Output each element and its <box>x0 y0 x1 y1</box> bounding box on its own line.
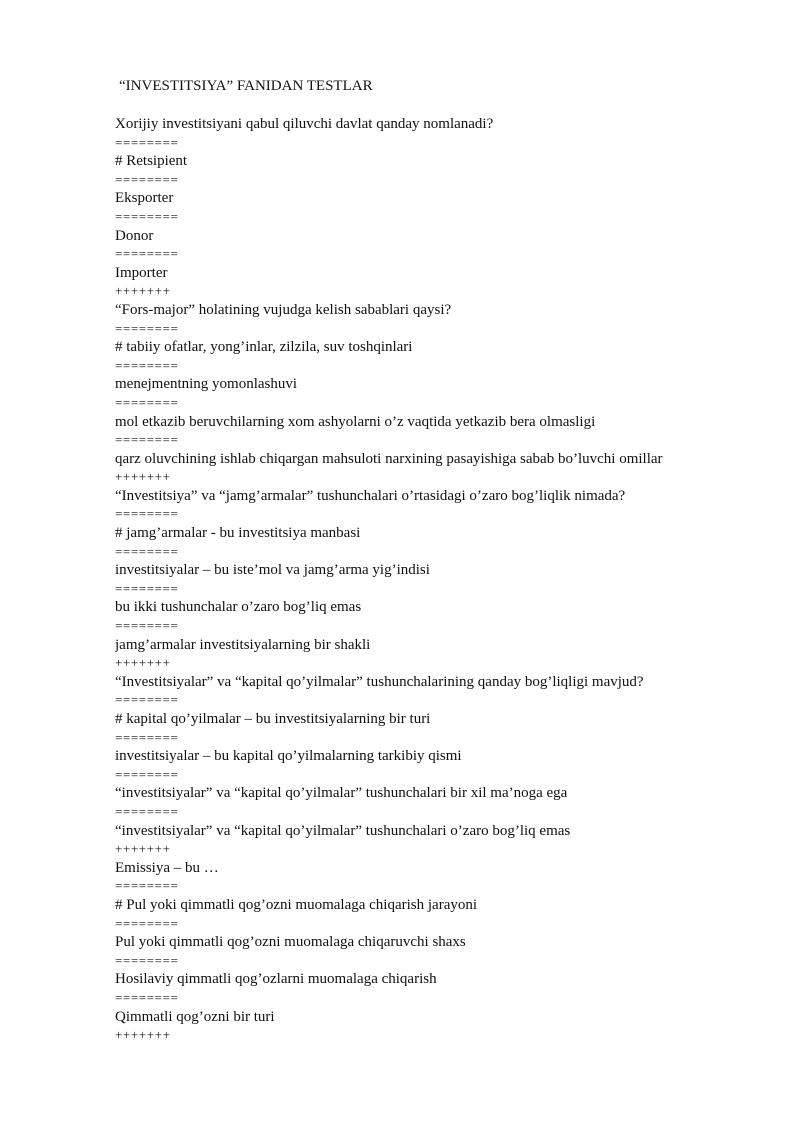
question-separator: +++++++ <box>115 1027 171 1043</box>
answer-option: qarz oluvchining ishlab chiqargan mahsuloti narxining pasayishiga sabab bo’luvchi omillar <box>115 450 663 467</box>
correct-answer: # tabiiy ofatlar, yong’inlar, zilzila, suv toshqinlari <box>115 339 413 356</box>
option-separator: ======== <box>115 171 179 187</box>
question-text: “Fors-major” holatining vujudga kelish sabablari qaysi? <box>115 301 452 318</box>
option-separator: ======== <box>115 618 179 634</box>
option-separator: ======== <box>115 580 179 596</box>
option-separator: ======== <box>115 989 179 1005</box>
correct-answer: # jamg’armalar - bu investitsiya manbasi <box>115 525 361 542</box>
answer-option: “investitsiyalar” va “kapital qo’yilmalar” tushunchalari o’zaro bog’liq emas <box>115 822 571 839</box>
question-text: Emissiya – bu … <box>115 859 219 876</box>
answer-option: investitsiyalar – bu iste’mol va jamg’arma yig’indisi <box>115 562 430 579</box>
option-separator: ======== <box>115 246 179 262</box>
answer-option: mol etkazib beruvchilarning xom ashyolarni o’z vaqtida yetkazib bera olmasligi <box>115 413 596 430</box>
option-separator: ======== <box>115 952 179 968</box>
question-text: “Investitsiyalar” va “kapital qo’yilmalar” tushunchalarining qanday bog’liqligi mavjud? <box>115 673 644 690</box>
answer-option: Importer <box>115 264 168 281</box>
answer-option: investitsiyalar – bu kapital qo’yilmalarning tarkibiy qismi <box>115 748 462 765</box>
answer-option: Pul yoki qimmatli qog’ozni muomalaga chiqaruvchi shaxs <box>115 934 466 951</box>
option-separator: ======== <box>115 432 179 448</box>
answer-option: Donor <box>115 227 154 244</box>
correct-answer: # Pul yoki qimmatli qog’ozni muomalaga chiqarish jarayoni <box>115 896 478 913</box>
option-separator: ======== <box>115 692 179 708</box>
question-separator: +++++++ <box>115 469 171 485</box>
answer-option: Eksporter <box>115 190 174 207</box>
correct-answer: # kapital qo’yilmalar – bu investitsiyalarning bir turi <box>115 711 431 727</box>
question-text: “Investitsiya” va “jamg’armalar” tushunchalari o’rtasidagi o’zaro bog’liqlik nimada? <box>115 487 626 504</box>
option-separator: ======== <box>115 543 179 559</box>
document-title: “INVESTITSIYA” FANIDAN TESTLAR <box>119 78 373 94</box>
option-separator: ======== <box>115 803 179 819</box>
question-text: Xorijiy investitsiyani qabul qiluvchi davlat qanday nomlanadi? <box>115 116 494 132</box>
option-separator: ======== <box>115 208 179 224</box>
option-separator: ======== <box>115 320 179 336</box>
question-separator: +++++++ <box>115 655 171 671</box>
answer-option: bu ikki tushunchalar o’zaro bog’liq emas <box>115 599 362 616</box>
option-separator: ======== <box>115 878 179 894</box>
option-separator: ======== <box>115 134 179 150</box>
correct-answer: # Retsipient <box>115 153 188 170</box>
answer-option: Hosilaviy qimmatli qog’ozlarni muomalaga chiqarish <box>115 971 437 988</box>
answer-option: jamg’armalar investitsiyalarning bir shakli <box>115 636 371 653</box>
question-separator: +++++++ <box>115 283 171 299</box>
option-separator: ======== <box>115 915 179 931</box>
answer-option: menejmentning yomonlashuvi <box>115 376 298 393</box>
option-separator: ======== <box>115 357 179 373</box>
question-separator: +++++++ <box>115 841 171 857</box>
answer-option: “investitsiyalar” va “kapital qo’yilmalar” tushunchalari bir xil ma’noga ega <box>115 785 568 802</box>
option-separator: ======== <box>115 506 179 522</box>
option-separator: ======== <box>115 394 179 410</box>
option-separator: ======== <box>115 729 179 745</box>
answer-option: Qimmatli qog’ozni bir turi <box>115 1008 275 1025</box>
option-separator: ======== <box>115 766 179 782</box>
test-questions-body <box>115 115 785 1045</box>
